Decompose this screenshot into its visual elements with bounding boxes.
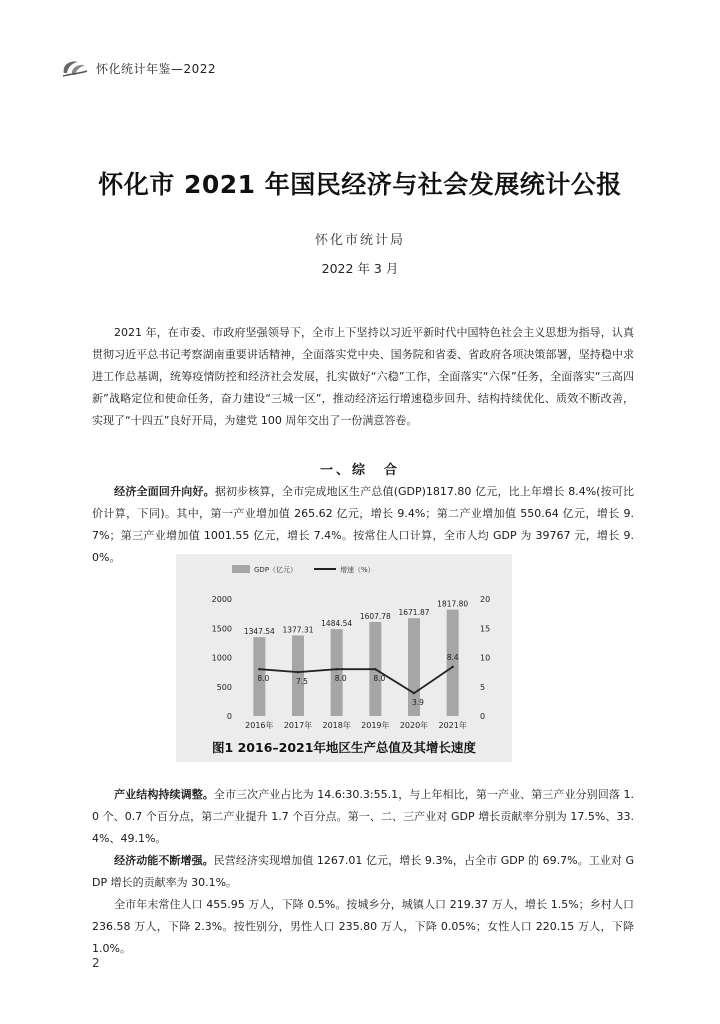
growth-value-label: 3.9 [412, 698, 424, 708]
paragraph-body: 据初步核算，全市完成地区生产总值(GDP)1817.80 亿元，比上年增长 8.4%(按可比价计算，下同)。其中，第一产业增加值 265.62 亿元，增长 9.4%；第二产业增加值 550.64 亿元，增长 9.7%；第三产业增加值 1001.55 亿元，增长 7.4%。按常住人口计算，全市人均 GDP 为 39767 元，增长 9.0%。 [92, 485, 634, 564]
intro-paragraph [92, 322, 634, 432]
x-tick-label: 2019年 [361, 721, 390, 730]
growth-point [258, 668, 260, 670]
section-heading: 一、综 合 [319, 463, 400, 478]
chart-bar [331, 629, 343, 716]
bar-value-label: 1484.54 [321, 619, 353, 629]
y-right-tick-label: 5 [480, 682, 486, 692]
chart-caption: 图1 2016–2021年地区生产总值及其增长速度 [212, 740, 476, 755]
growth-point [451, 666, 453, 668]
y-left-tick-label: 500 [216, 682, 232, 692]
y-left-tick-label: 2000 [211, 595, 232, 604]
author: 怀化市统计局 [314, 233, 405, 248]
legend-swatch-gdp [232, 565, 250, 573]
page-number: 2 [92, 956, 100, 970]
x-tick-label: 2020年 [399, 721, 429, 730]
x-tick-label: 2016年 [245, 721, 274, 730]
y-left-tick-label: 1000 [211, 653, 232, 663]
paragraph-lead: 产业结构持续调整。 [114, 788, 214, 801]
page-title: 怀化市 2021 年国民经济与社会发展统计公报 [98, 170, 622, 199]
y-left-tick-label: 1500 [211, 624, 232, 634]
legend-label-growth: 增速（%） [340, 566, 375, 574]
paragraph-body: 民营经济实现增加值 1267.01 亿元，增长 9.3%，占全市 GDP 的 69.7%。工业对 GDP 增长的贡献率为 30.1%。 [92, 854, 634, 889]
bar-value-label: 1607.78 [359, 611, 391, 621]
chart-bar [447, 610, 459, 716]
growth-value-label: 7.5 [296, 677, 308, 687]
running-title: 怀化统计年鉴—2022 [96, 61, 217, 76]
legend-label-gdp: GDP（亿元） [254, 566, 298, 574]
growth-line [259, 667, 452, 693]
y-right-tick-label: 15 [480, 624, 491, 634]
bar-value-label: 1671.87 [398, 608, 430, 618]
growth-value-label: 8.4 [446, 652, 459, 662]
chart-bar [292, 635, 304, 716]
bar-value-label: 1377.31 [282, 625, 314, 635]
paragraph-lead: 经济全面回升向好。 [114, 485, 215, 498]
leaf-logo-icon [60, 57, 90, 79]
growth-value-label: 8.0 [334, 674, 347, 684]
growth-point [335, 668, 337, 670]
paragraph-body: 全市年末常住人口 455.95 万人，下降 0.5%。按城乡分，城镇人口 219.37 万人，增长 1.5%；乡村人口 236.58 万人，下降 2.3%。按性别分，男性人口 235.80 万人，下降 0.05%；女性人口 220.15 万人，下降 1.0%。 [92, 898, 634, 955]
x-tick-label: 2017年 [283, 721, 313, 730]
running-header [60, 57, 216, 79]
paragraph-momentum [92, 850, 634, 894]
publication-date: 2022 年 3 月 [321, 261, 399, 276]
paragraph-body: 全市三次产业占比为 14.6:30.3:55.1，与上年相比，第一产业、第三产业分别回落 1.0 个、0.7 个百分点，第二产业提升 1.7 个百分点。第一、二、三产业对 GDP 增长贡献率分别为 17.5%、33.4%、49.1%。 [92, 788, 635, 845]
y-right-tick-label: 10 [480, 653, 491, 663]
growth-point [374, 668, 376, 670]
y-right-tick-label: 20 [480, 595, 491, 604]
chart-svg [176, 554, 512, 734]
growth-point [297, 671, 299, 673]
paragraph-structure [92, 784, 634, 850]
y-left-tick-label: 0 [226, 712, 232, 721]
x-tick-label: 2021年 [438, 721, 467, 730]
y-right-tick-label: 0 [480, 712, 486, 721]
growth-value-label: 8.0 [257, 674, 270, 684]
bar-value-label: 1817.80 [437, 599, 469, 609]
paragraph-population [92, 894, 634, 960]
intro-text: 2021 年，在市委、市政府坚强领导下，全市上下坚持以习近平新时代中国特色社会主义思想为指导，认真贯彻习近平总书记考察湖南重要讲话精神，全面落实党中央、国务院和省委、省政府各项决策部署，坚持稳中求进工作总基调，统筹疫情防控和经济社会发展，扎实做好“六稳”工作，全面落实“六保”任务，全面落实“三高四新”战略定位和使命任务，奋力建设“三城一区”，推动经济运行增速稳步回升、结构持续优化、质效不断改善，实现了“十四五”良好开局，为建党 100 周年交出了一份满意答卷。 [92, 326, 634, 427]
gdp-chart [176, 554, 512, 762]
bar-value-label: 1347.54 [243, 627, 275, 637]
growth-point [413, 692, 415, 694]
paragraph-lead: 经济动能不断增强。 [114, 854, 214, 867]
growth-value-label: 8.0 [373, 674, 386, 684]
x-tick-label: 2018年 [322, 721, 351, 730]
